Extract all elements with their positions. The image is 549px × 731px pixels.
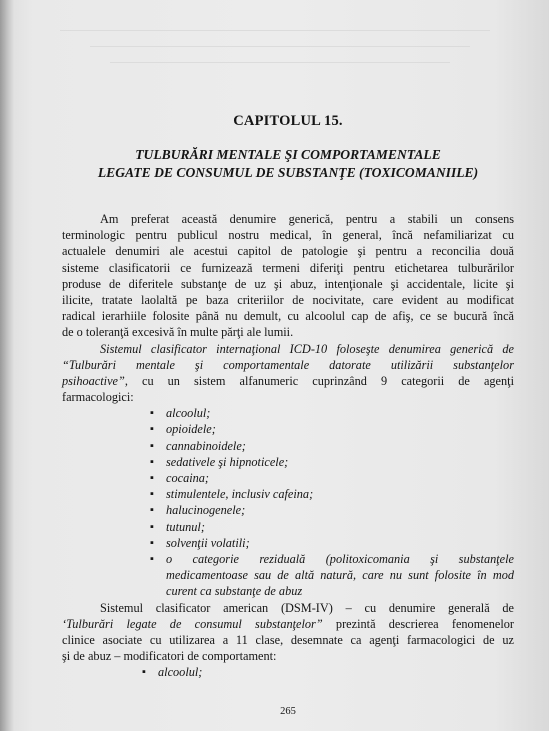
bullet-icon: ▪ <box>150 536 154 549</box>
paragraph-line: farmacologici: <box>62 390 134 405</box>
bullet-icon: ▪ <box>150 423 154 436</box>
list-item-text: stimulentele, inclusiv cafeina; <box>166 487 314 502</box>
show-through-line <box>60 30 490 31</box>
list-item <box>150 519 514 535</box>
list-item-text: cannabinoidele; <box>166 438 246 453</box>
italic-phrase: psihoactive” <box>62 373 125 388</box>
show-through-line <box>110 62 450 63</box>
list-item-text: alcoolul; <box>158 665 203 680</box>
paragraph-line: produse de diferitele substanţe de uz şi abuz, intenţionale şi accidentale, licite şi <box>62 276 514 291</box>
plain-phrase: prezintă descrierea fenomenelor <box>322 616 515 631</box>
paragraph-icd10 <box>62 341 514 406</box>
list-item <box>150 502 514 518</box>
paragraph-line: sisteme clasificatorii ce furnizează termeni diferiţi pentru etichetarea tulburărilor <box>62 260 514 275</box>
list-item <box>142 664 506 680</box>
bullet-icon: ▪ <box>150 439 154 452</box>
paragraph-line: Sistemul clasificator internaţional ICD-10 foloseşte denumirea generică de <box>100 341 514 356</box>
paragraph-line: “Tulburări mentale şi comportamentale datorate utilizării substanţelor <box>62 357 514 372</box>
list-item-text: alcoolul; <box>166 406 211 421</box>
list-item <box>150 486 514 502</box>
list-item-line: curent ca substanţe de abuz <box>166 584 303 599</box>
list-item-text: sedativele şi hipnoticele; <box>166 454 289 469</box>
paragraph-line: clinice asociate cu utilizarea a 11 clase, desemnate ca agenţi farmacologici de uz <box>62 632 514 647</box>
body-text <box>62 211 514 680</box>
bullet-icon: ▪ <box>150 472 154 484</box>
list-item-text: solvenţii volatili; <box>166 535 250 550</box>
icd10-category-list <box>62 405 514 599</box>
list-item <box>150 551 514 600</box>
paragraph-line: actualele denumiri ale acestui capitol de patologie şi pentru a reconcilia două <box>62 244 514 259</box>
chapter-title-line: LEGATE DE CONSUMUL DE SUBSTANŢE (TOXICOMANIILE) <box>97 165 479 180</box>
list-item <box>150 421 514 437</box>
bullet-icon: ▪ <box>150 552 154 565</box>
paragraph-line <box>62 373 514 389</box>
paragraph-line: de o toleranţă excesivă în multe părţi ale lumii. <box>62 325 294 340</box>
list-item-text: cocaina; <box>166 471 210 485</box>
paragraph-line: radical ierarhiile folosite până nu demult, cu alcoolul cap de afiş, ce se bucură încă <box>62 309 514 324</box>
list-item-text: opioidele; <box>166 422 216 437</box>
paragraph-line: Am preferat această denumire generică, pentru a stabili un consens <box>100 212 514 226</box>
list-item <box>150 470 514 486</box>
list-item-line: medicamentoase sau de altă natură, care nu sunt folosite în mod <box>166 568 514 583</box>
paragraph-line: terminologic pentru publicul nostru medical, în general, încă nefamiliarizat cu <box>62 228 514 243</box>
bullet-icon: ▪ <box>150 455 154 468</box>
italic-phrase: ‘Tulburări legate de consumul substanţelor” <box>62 616 323 631</box>
paragraph-line: şi de abuz – modificatori de comportament: <box>62 649 277 664</box>
bullet-icon: ▪ <box>150 520 154 533</box>
chapter-title-line: TULBURĂRI MENTALE ŞI COMPORTAMENTALE <box>135 147 441 162</box>
paragraph-dsm <box>62 600 514 665</box>
list-item-text: tutunul; <box>166 519 205 534</box>
list-item <box>150 454 514 470</box>
list-item <box>150 535 514 551</box>
list-item <box>150 438 514 454</box>
paragraph-intro <box>62 211 514 341</box>
chapter-title <box>62 146 514 182</box>
list-item-line: o categorie reziduală (politoxicomania şi substanţele <box>166 551 514 566</box>
list-item <box>150 405 514 421</box>
plain-phrase: , cu un sistem alfanumeric cuprinzând 9 categorii de agenţi <box>124 373 514 388</box>
dsm-category-list <box>62 664 506 680</box>
show-through-line <box>90 46 470 47</box>
bullet-icon: ▪ <box>150 504 154 517</box>
page-edge-shadow <box>0 0 14 731</box>
bullet-icon: ▪ <box>142 666 146 679</box>
list-item-text: halucinogenele; <box>166 503 246 518</box>
page-number: 265 <box>280 706 296 717</box>
paragraph-line: Sistemul clasificator american (DSM-IV) – cu denumire generală de <box>100 600 514 615</box>
chapter-heading: CAPITOLUL 15. <box>233 113 343 129</box>
paragraph-line <box>62 616 514 632</box>
paragraph-line: ilicite, tratate laolaltă pe baza criteriilor de nocivitate, care evident au modificat <box>62 292 514 307</box>
bullet-icon: ▪ <box>150 488 154 501</box>
bullet-icon: ▪ <box>150 407 154 420</box>
